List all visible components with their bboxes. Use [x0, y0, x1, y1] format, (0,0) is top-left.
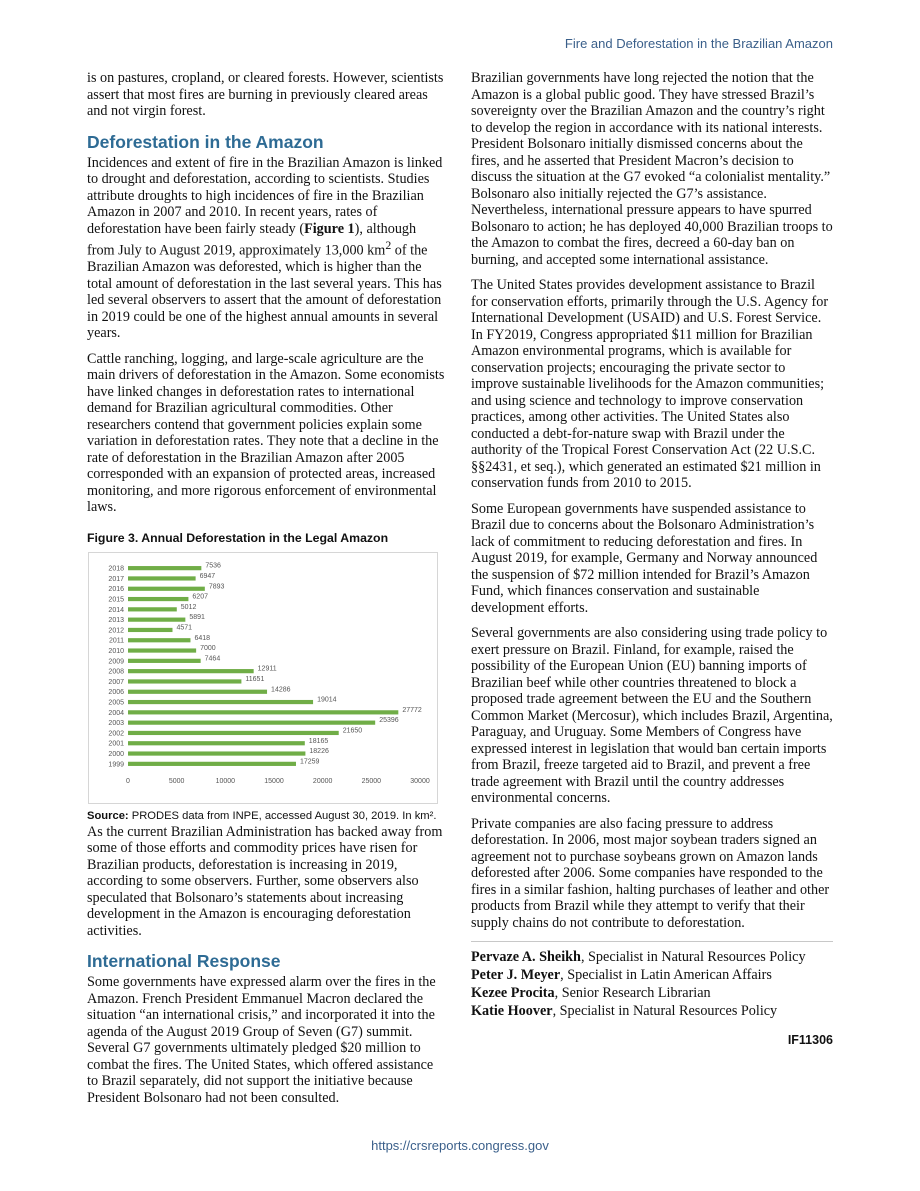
chart-bar — [128, 710, 398, 714]
data-label: 5891 — [189, 613, 205, 621]
chart-bar — [128, 720, 375, 724]
y-tick-label: 2007 — [108, 678, 124, 686]
data-label: 7893 — [208, 582, 225, 590]
data-label: 7000 — [200, 644, 216, 652]
paragraph — [87, 155, 445, 342]
chart-bar — [128, 617, 185, 621]
chart-bar — [128, 679, 241, 683]
section-heading-international: International Response — [87, 951, 281, 972]
y-tick-label: 2009 — [108, 657, 124, 665]
paragraph: Several governments are also considering using trade policy to exert pressure on Brazil. Finland, for example, raised the possibility of the European Union (EU) banning imports of Brazilian beef while other countries threatened to block a proposed trade agreement between the EU and the Southern Common Market (Mercosur), which includes Brazil, Argentina, Paraguay, and Uruguay. Some Members of Congress have expressed interest in legislation that would ban certain imports from Brazil, freeze targeted aid to Brazil, and prevent a free trade agreement with Brazil until the country addresses environmental concerns. — [471, 625, 833, 806]
y-tick-label: 2013 — [108, 616, 124, 624]
y-tick-label: 2008 — [108, 668, 124, 676]
text-span: ), although from July to August 2019, approximately 13,000 km — [87, 220, 417, 259]
bar-chart — [89, 553, 437, 803]
author-name: Kezee Procita — [471, 985, 555, 1001]
author-role: , Senior Research Librarian — [554, 985, 711, 1001]
paragraph: As the current Brazilian Administration has backed away from some of those efforts and commodity prices have risen for Brazilian products, deforestation is increasing in 2019, according to some observers. Further, some observers also speculated that Bolsonaro’s statements about increasing development in the Amazon is encouraging deforestation activities. — [87, 823, 443, 939]
author-line — [471, 966, 833, 984]
chart-bar — [128, 648, 196, 652]
y-tick-label: 2006 — [108, 688, 124, 696]
figure-title: Figure 3. Annual Deforestation in the Legal Amazon — [87, 530, 389, 545]
author-line — [471, 1002, 833, 1020]
y-tick-label: 2002 — [108, 730, 124, 738]
x-tick-label: 0 — [126, 777, 130, 785]
author-line — [471, 948, 833, 966]
y-tick-label: 1999 — [108, 760, 124, 768]
paragraph: Cattle ranching, logging, and large-scale agriculture are the main drivers of deforestation in the Amazon. Some economists have linked changes in deforestation rates to international demand for Brazilian agricultural commodities. Other researchers contend that government policies explain some variation in deforestation rates. They note that a decline in the rate of deforestation in the Brazilian Amazon after 2005 corresponded with an expansion of protected areas, increased monitoring, and more rigorous enforcement of environmental laws. — [87, 350, 445, 516]
author-list — [471, 948, 833, 1020]
chart-bar — [128, 566, 201, 570]
figure-source — [87, 809, 445, 824]
y-tick-label: 2011 — [108, 637, 124, 645]
chart-bar — [128, 628, 172, 632]
author-name: Peter J. Meyer — [471, 967, 561, 983]
author-name: Katie Hoover — [471, 1003, 553, 1019]
data-label: 7536 — [205, 562, 221, 570]
x-tick-label: 25000 — [361, 777, 382, 785]
y-tick-label: 2004 — [108, 709, 124, 717]
author-role: , Specialist in Natural Resources Policy — [552, 1003, 778, 1019]
y-tick-label: 2012 — [108, 627, 124, 635]
chart-bar — [128, 731, 339, 735]
y-tick-label: 2003 — [108, 719, 124, 727]
y-tick-label: 2000 — [108, 750, 124, 758]
section-heading-deforestation: Deforestation in the Amazon — [87, 131, 324, 152]
source-text: PRODES data from INPE, accessed August 30, 2019. In km². — [128, 809, 437, 822]
footer-url[interactable]: https://crsreports.congress.gov — [371, 1138, 549, 1153]
chart-bar — [128, 586, 205, 590]
chart-bar — [128, 658, 201, 662]
paragraph: Brazilian governments have long rejected the notion that the Amazon is a global public good. They have stressed Brazil’s sovereignty over the Brazilian Amazon and the country’s right to develop the region in accordance with its national interests. President Bolsonaro initially dismissed concerns about the fires, and he asserted that President Macron’s decision to discuss the situation at the G7 evoked “a colonialist mentality.” Bolsonaro also initially rejected the G7’s assistance. Nevertheless, international pressure appears to have spurred Bolsonaro to action; he has deployed 40,000 Brazilian troops to the Amazon to combat the fires, decreed a 60-day ban on burning, and accepted some international assistance. — [471, 70, 833, 268]
chart-bar — [128, 576, 196, 580]
superscript: 2 — [385, 238, 392, 252]
author-role: , Specialist in Latin American Affairs — [560, 967, 772, 983]
data-label: 5012 — [180, 603, 197, 611]
data-label: 4571 — [176, 624, 193, 632]
paragraph: Some governments have expressed alarm over the fires in the Amazon. French President Emmanuel Macron declared the situation “an international crisis,” and incorporated it into the agenda of the August 2019 Group of Seven (G7) summit. Several G7 governments ultimately pledged $20 million to combat the fires. The United States, which offered assistance to Brazil separately, did not support the initiative because President Bolsonaro had not been consulted. — [87, 974, 436, 1106]
author-line — [471, 984, 833, 1002]
data-label: 6207 — [192, 593, 208, 601]
chart-bar — [128, 689, 267, 693]
chart-bar — [128, 761, 296, 765]
data-label: 18226 — [309, 747, 329, 755]
figure-reference: Figure 1 — [304, 220, 355, 237]
x-tick-label: 15000 — [264, 777, 284, 785]
data-label: 11651 — [245, 675, 265, 683]
chart-bar — [128, 607, 177, 611]
paragraph: is on pastures, cropland, or cleared forests. However, scientists assert that most fires are burning in previously cleared areas and not virgin forest. — [87, 70, 444, 119]
chart-bar — [128, 638, 190, 642]
data-label: 17259 — [299, 758, 320, 766]
data-label: 19014 — [317, 696, 337, 704]
x-tick-label: 20000 — [312, 777, 333, 785]
x-tick-label: 10000 — [215, 777, 236, 785]
x-tick-label: 5000 — [168, 777, 185, 785]
right-column — [471, 70, 833, 1049]
y-tick-label: 2010 — [108, 647, 124, 655]
y-tick-label: 2001 — [108, 740, 124, 748]
divider — [471, 941, 833, 942]
chart-bar — [128, 669, 254, 673]
y-tick-label: 2015 — [108, 596, 124, 604]
data-label: 12911 — [257, 665, 277, 673]
chart-bar — [128, 700, 313, 704]
data-label: 6418 — [194, 634, 211, 642]
running-header: Fire and Deforestation in the Brazilian Amazon — [564, 36, 833, 51]
author-role: , Specialist in Natural Resources Policy — [580, 949, 806, 965]
data-label: 6947 — [199, 572, 216, 580]
y-tick-label: 2014 — [108, 606, 124, 614]
source-label: Source: — [87, 809, 129, 822]
chart-bar — [128, 751, 305, 755]
data-label: 14286 — [271, 685, 291, 693]
data-label: 25396 — [379, 716, 399, 724]
data-label: 21650 — [342, 727, 363, 735]
paragraph: Private companies are also facing pressure to address deforestation. In 2006, most major soybean traders signed an agreement not to purchase soybeans grown on Amazon lands deforested after 2006. Some companies have responded to the fires in a similar fashion, halting purchases of leather and other products from Brazil while they attempt to verify that their supply chains do not contribute to deforestation. — [471, 815, 830, 931]
y-tick-label: 2016 — [108, 585, 124, 593]
y-tick-label: 2018 — [108, 565, 124, 573]
text-span: of the Brazilian Amazon was deforested, which is higher than the total amount of deforestation in the last several years. This has led several observers to assert that the amount of deforestation in 2019 could be one of the highest annual amounts in several years. — [87, 242, 442, 342]
paragraph: The United States provides development assistance to Brazil for conservation efforts, primarily through the U.S. Agency for International Development (USAID) and U.S. Forest Service. In FY2019, Congress appropriated $11 million for Brazilian Amazon environmental programs, which is available for conservation projects; encouraging the private sector to improve sustainable livelihoods for the Amazon communities; and using science and technology to improve conservation practices, among other activities. The United States also conducted a debt-for-nature swap with Brazil under the authority of the Tropical Forest Conservation Act (22 U.S.C. §§2431, et seq.), which generated an estimated $21 million in conservation funds from 2010 to 2015. — [471, 277, 829, 491]
y-tick-label: 2005 — [108, 699, 124, 707]
left-column — [87, 70, 445, 1115]
chart-frame — [88, 552, 438, 804]
author-name: Pervaze A. Sheikh — [471, 949, 581, 965]
y-tick-label: 2017 — [108, 575, 124, 583]
data-label: 18165 — [308, 737, 329, 745]
x-tick-label: 30000 — [410, 777, 430, 785]
text-span: Incidences and extent of fire in the Brazilian Amazon is linked to drought and deforestation, according to scientists. Studies attribute droughts to high incidences of fire in the Brazilian Amazon in 2007 and 2010. In recent years, rates of deforestation have been fairly steady ( — [87, 154, 443, 237]
paragraph: Some European governments have suspended assistance to Brazil due to concerns about the Bolsonaro Administration’s lack of commitment to reducing deforestation and fires. In August 2019, for example, Germany and Norway announced the suspension of $72 million intended for Brazil’s Amazon Fund, which finances conservation and sustainable development efforts. — [471, 500, 818, 616]
data-label: 27772 — [402, 706, 422, 714]
chart-bar — [128, 741, 305, 745]
chart-bar — [128, 597, 188, 601]
document-id: IF11306 — [787, 1033, 833, 1047]
data-label: 7464 — [204, 655, 221, 663]
